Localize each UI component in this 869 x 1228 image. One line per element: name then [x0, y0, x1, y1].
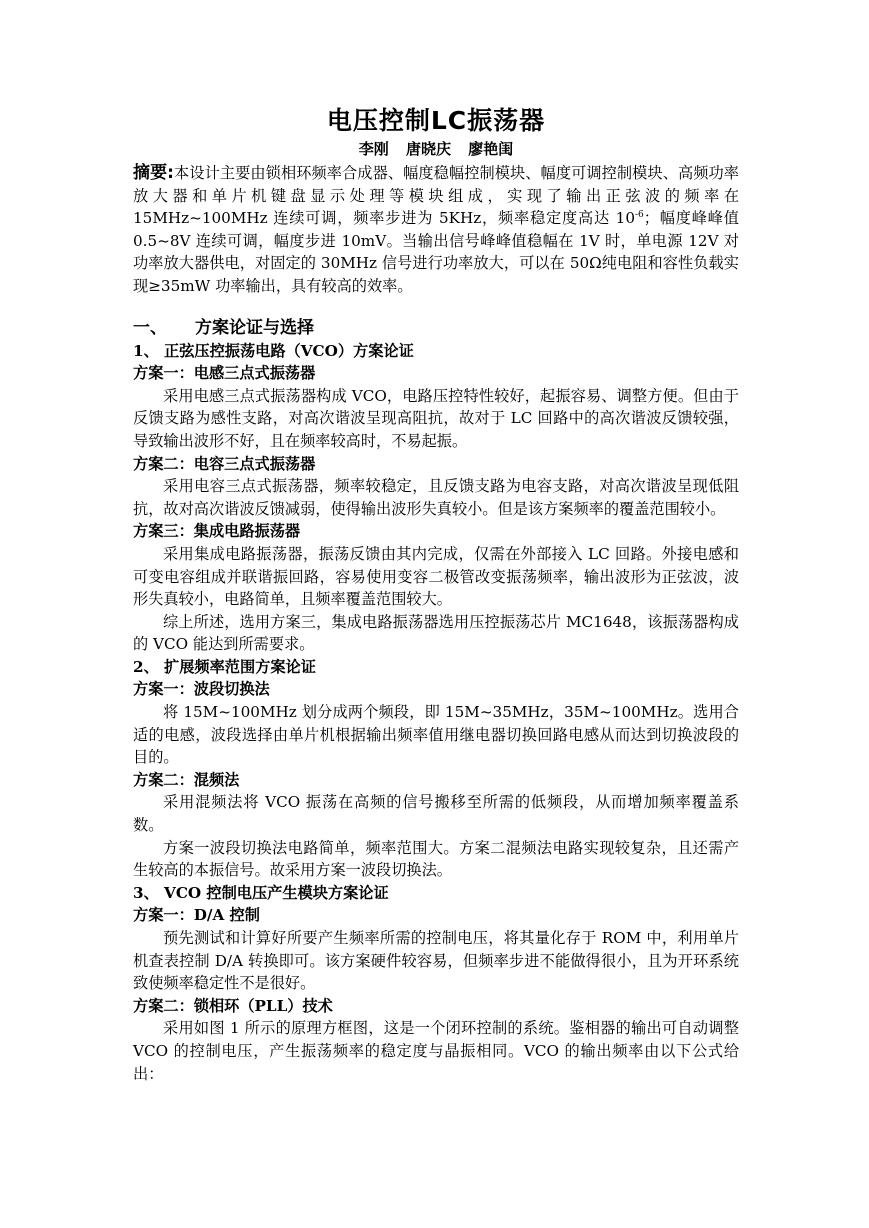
option-paragraph: 采用如图 1 所示的原理方框图，这是一个闭环控制的系统。鉴相器的输出可自动调整 VCO 的控制电压，产生振荡频率的稳定度与晶振相同。VCO 的输出频率由以下公式给出： — [133, 1019, 739, 1083]
abstract-label: 摘要: — [133, 163, 174, 183]
section-heading — [133, 316, 739, 340]
option-paragraph: 预先测试和计算好所要产生频率所需的控制电压，将其量化存于 ROM 中，利用单片机查表控制 D/A 转换即可。该方案硬件较容易，但频率步进不能做得很小，且为开环系统致使频率稳定性不是很好。 — [133, 929, 739, 993]
option-heading: 方案一：D/A 控制 — [133, 906, 260, 925]
abstract-text-a: 本设计主要由锁相环频率合成器、幅度稳幅控制模块、幅度可调控制模块、高频功率放大器和单片机键盘显示处理等模块组成，实现了输出正弦波的频率在 15MHz~100MHz 连续可调，频率步进为 5KHz，频率稳定度高达 10 — [133, 164, 739, 228]
summary-paragraph: 方案一波段切换法电路简单，频率范围大。方案二混频法电路实现较复杂，且还需产生较高的本振信号。故采用方案一波段切换法。 — [133, 838, 739, 880]
option-heading: 方案二：电容三点式振荡器 — [133, 454, 316, 473]
subsection-heading-2: 2、 扩展频率范围方案论证 — [133, 657, 316, 676]
option-heading: 方案三：集成电路振荡器 — [133, 522, 301, 541]
section-title: 方案论证与选择 — [195, 317, 314, 338]
option-paragraph: 采用集成电路振荡器，振荡反馈由其内完成，仅需在外部接入 LC 回路。外接电感和可变电容组成并联谐振回路，容易使用变容二极管改变振荡频率，输出波形为正弦波，波形失真较小，电路简单，且频率覆盖范围较大。 — [133, 544, 739, 609]
abstract-paragraph — [133, 162, 739, 298]
option-paragraph: 采用混频法将 VCO 振荡在高频的信号搬移至所需的低频段，从而增加频率覆盖系数。 — [133, 793, 739, 835]
option-heading: 方案二：锁相环（PLL）技术 — [133, 996, 333, 1015]
abstract-text-b: ；幅度峰峰值 0.5~8V 连续可调，幅度步进 10mV。当输出信号峰峰值稳幅在 1V 时，单电源 12V 对功率放大器供电，对固定的 30MHz 信号进行功率放大，可以在 50Ω纯电阻和容性负载实现≥35mW 功率输出，具有较高的效率。 — [133, 209, 739, 295]
paper-title: 电压控制LC振荡器 — [326, 106, 546, 135]
document-page — [133, 104, 739, 1085]
summary-paragraph: 综上所述，选用方案三，集成电路振荡器选用压控振荡芯片 MC1648，该振荡器构成的 VCO 能达到所需要求。 — [133, 612, 739, 654]
author-name: 廖艳闺 — [468, 140, 514, 158]
author-name: 李刚 — [358, 140, 389, 158]
author-name: 唐晓庆 — [405, 140, 451, 158]
option-heading: 方案二：混频法 — [133, 770, 240, 789]
option-heading: 方案一：波段切换法 — [133, 680, 270, 699]
option-paragraph: 采用电感三点式振荡器构成 VCO，电路压控特性较好，起振容易、调整方便。但由于反馈支路为感性支路，对高次谐波呈现高阻抗，故对于 LC 回路中的高次谐波反馈较强，导致输出波形不好，且在频率较高时，不易起振。 — [133, 386, 739, 450]
option-paragraph: 采用电容三点式振荡器，频率较稳定，且反馈支路为电容支路，对高次谐波呈现低阻抗，故对高次谐波反馈减弱，使得输出波形失真较小。但是该方案频率的覆盖范围较小。 — [133, 477, 739, 518]
subsection-heading-1: 1、 正弦压控振荡电路（VCO）方案论证 — [133, 341, 414, 360]
subsection-heading-3: 3、 VCO 控制电压产生模块方案论证 — [133, 883, 389, 902]
option-heading: 方案一：电感三点式振荡器 — [133, 364, 316, 383]
author-list — [133, 138, 739, 160]
abstract-superscript: -6 — [635, 210, 644, 221]
option-paragraph: 将 15M~100MHz 划分成两个频段，即 15M~35MHz，35M~100MHz。选用合适的电感，波段选择由单片机根据输出频率值用继电器切换回路电感从而达到切换波段的目的。 — [133, 703, 739, 767]
section-number: 一、 — [133, 317, 167, 338]
